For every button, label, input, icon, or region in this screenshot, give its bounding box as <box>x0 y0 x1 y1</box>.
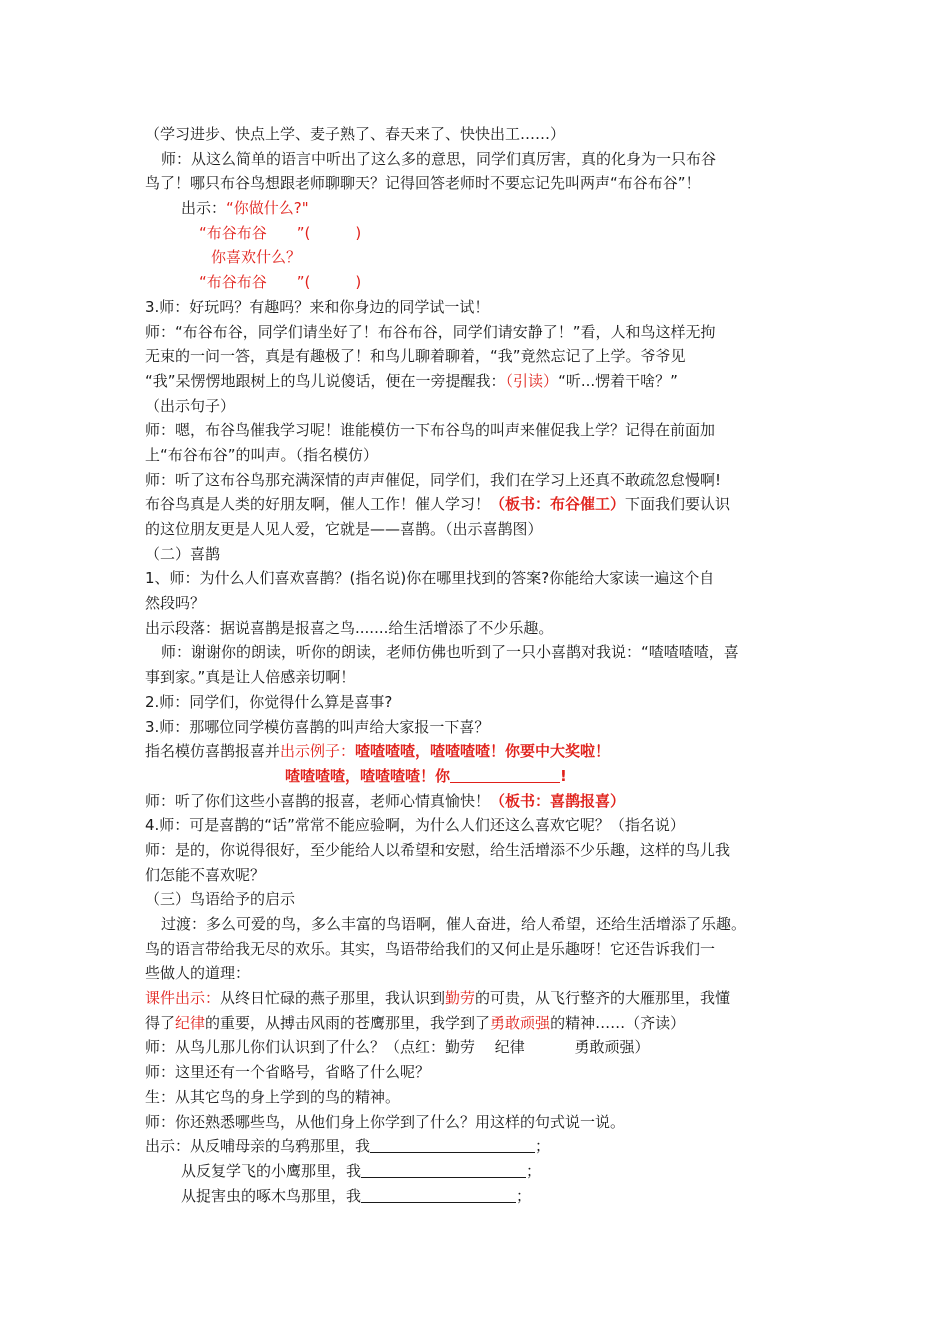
text-segment: 从终日忙碌的燕子那里，我认识到 <box>220 989 446 1008</box>
text-segment: 的这位朋友更是人见人爱，它就是——喜鹊。（出示喜鹊图） <box>145 520 543 538</box>
text-segment: 师：从这么简单的语言中听出了这么多的意思，同学们真厉害，真的化身为一只布谷 <box>161 149 717 168</box>
text-segment: ； <box>535 1137 551 1156</box>
text-segment: 鸟了！哪只布谷鸟想跟老师聊聊天？记得回答老师时不要忘记先叫两声“布谷布谷”！ <box>145 174 701 193</box>
text-line <box>145 838 825 863</box>
text-line <box>145 912 825 937</box>
text-segment: 生：从其它鸟的身上学到的鸟的精神。 <box>145 1087 401 1106</box>
text-segment: 师：从鸟儿那儿你们认识到了什么？（点红：勤劳 纪律 勇敢顽强） <box>145 1038 650 1057</box>
text-segment: （板书：喜鹊报喜） <box>490 791 626 810</box>
text-segment: “听...愣着干啥？” <box>558 371 678 390</box>
document-page <box>145 122 825 1208</box>
text-line <box>145 1011 825 1036</box>
text-segment: 然段吗？ <box>145 594 206 613</box>
text-segment: 师：这里还有一个省略号，省略了什么呢？ <box>145 1063 431 1082</box>
text-line <box>145 171 825 196</box>
text-segment: 的精神……（齐读） <box>550 1013 686 1032</box>
text-line <box>145 863 825 888</box>
text-line <box>145 566 825 591</box>
text-line <box>145 517 825 542</box>
text-line <box>145 418 825 443</box>
text-line <box>145 147 825 172</box>
text-line <box>145 640 825 665</box>
text-segment: 师：听了这布谷鸟那充满深情的声声催促，同学们，我们在学习上还真不敢疏忽怠慢啊! <box>145 470 722 489</box>
text-segment: （三）鸟语给予的启示 <box>145 890 296 909</box>
text-segment: 从捉害虫的啄木鸟那里，我 <box>181 1186 362 1205</box>
text-line <box>145 320 825 345</box>
text-line <box>145 245 825 270</box>
text-line <box>145 221 825 246</box>
text-line <box>145 789 825 814</box>
text-segment: 勇敢顽强 <box>490 1013 551 1032</box>
text-line <box>145 1159 825 1184</box>
text-segment: 出示：从反哺母亲的乌鸦那里，我 <box>145 1137 371 1156</box>
fill-in-blank <box>450 766 560 783</box>
text-segment: （出示句子） <box>145 396 236 415</box>
text-segment: “布谷布谷 ”( ) <box>199 223 362 242</box>
text-segment: 3.师：好玩吗？有趣吗？来和你身边的同学试一试！ <box>145 297 490 316</box>
text-segment: 你喜欢什么？ <box>211 248 302 267</box>
text-line <box>145 270 825 295</box>
text-segment: 4.师：可是喜鹊的“话”常常不能应验啊，为什么人们还这么喜欢它呢？（指名说） <box>145 816 685 835</box>
text-line <box>145 394 825 419</box>
text-line <box>145 1060 825 1085</box>
text-segment: “你做什么?" <box>226 199 309 218</box>
text-segment: （板书：布谷催工） <box>490 495 626 514</box>
fill-in-blank <box>361 1186 516 1203</box>
text-line <box>145 665 825 690</box>
text-segment: “我”呆愣愣地跟树上的鸟儿说傻话，便在一旁提醒我： <box>145 371 506 390</box>
text-segment: 过渡：多么可爱的鸟，多么丰富的鸟语啊，催人奋进，给人希望，还给生活增添了乐趣。 <box>161 915 747 933</box>
text-line <box>145 492 825 517</box>
text-segment: 课件出示： <box>145 989 221 1008</box>
text-line <box>145 1184 825 1209</box>
text-line <box>145 122 825 147</box>
text-line <box>145 715 825 740</box>
text-segment: ! <box>560 766 567 785</box>
text-line <box>145 468 825 493</box>
text-line <box>145 1134 825 1159</box>
text-segment: 鸟的语言带给我无尽的欢乐。其实，鸟语带给我们的又何止是乐趣呀！它还告诉我们一 <box>145 939 716 958</box>
text-line <box>145 690 825 715</box>
text-segment: 得了 <box>145 1013 176 1032</box>
text-line <box>145 369 825 394</box>
text-line <box>145 443 825 468</box>
fill-in-blank <box>361 1161 526 1178</box>
text-segment: 2.师：同学们，你觉得什么算是喜事? <box>145 692 393 711</box>
text-segment: 勤劳 <box>445 989 476 1008</box>
text-segment: 出示段落：据说喜鹊是报喜之鸟.......给生活增添了不少乐趣。 <box>145 618 554 637</box>
text-line <box>145 764 825 789</box>
text-line <box>145 937 825 962</box>
text-line <box>145 616 825 641</box>
text-segment: 的重要，从搏击风雨的苍鹰那里，我学到了 <box>205 1013 491 1032</box>
text-segment: ； <box>526 1161 542 1180</box>
text-line <box>145 986 825 1011</box>
text-segment: 出示： <box>181 199 227 218</box>
text-line <box>145 542 825 567</box>
text-segment: 师：嗯，布谷鸟催我学习呢！谁能模仿一下布谷鸟的叫声来催促我上学？记得在前面加 <box>145 421 716 440</box>
text-segment: 师：听了你们这些小喜鹊的报喜，老师心情真愉快！ <box>145 791 491 810</box>
text-line <box>145 196 825 221</box>
text-line <box>145 887 825 912</box>
text-segment: 3.师：那哪位同学模仿喜鹊的叫声给大家报一下喜？ <box>145 717 490 736</box>
text-segment: 下面我们要认识 <box>625 495 731 514</box>
text-segment: 从反复学飞的小鹰那里，我 <box>181 1161 362 1180</box>
text-segment: 些做人的道理： <box>145 964 251 983</box>
text-segment: “布谷布谷 ”( ) <box>199 273 362 292</box>
text-line <box>145 1085 825 1110</box>
text-segment: 1、师：为什么人们喜欢喜鹊？(指名说)你在哪里找到的答案?你能给大家读一遍这个自 <box>145 569 715 588</box>
text-segment: 无束的一问一答，真是有趣极了！和鸟儿聊着聊着，“我”竟然忘记了上学。爷爷见 <box>145 347 686 366</box>
text-line <box>145 295 825 320</box>
text-segment: 指名模仿喜鹊报喜并 <box>145 742 281 761</box>
text-segment: （学习进步、快点上学、麦子熟了、春天来了、快快出工……） <box>145 125 566 143</box>
text-segment: （引读） <box>505 371 559 390</box>
fill-in-blank <box>370 1136 535 1153</box>
text-segment: 师：你还熟悉哪些鸟，从他们身上你学到了什么？用这样的句式说一说。 <box>145 1112 626 1131</box>
text-line <box>145 1035 825 1060</box>
text-segment: （二）喜鹊 <box>145 544 221 563</box>
text-segment: 的可贵，从飞行整齐的大雁那里，我懂 <box>475 989 731 1008</box>
text-segment: 事到家。”真是让人倍感亲切啊！ <box>145 668 356 687</box>
text-segment: 纪律 <box>175 1013 206 1032</box>
text-segment: 师：谢谢你的朗读，听你的朗读，老师仿佛也听到了一只小喜鹊对我说：“喳喳喳喳，喜 <box>161 643 739 662</box>
text-segment: 师：“布谷布谷，同学们请坐好了！布谷布谷，同学们请安静了！”看，人和鸟这样无拘 <box>145 322 716 341</box>
text-segment: 出示例子： <box>280 742 356 761</box>
text-segment: ； <box>516 1186 532 1205</box>
text-line <box>145 344 825 369</box>
text-line <box>145 591 825 616</box>
text-line <box>145 739 825 764</box>
text-line <box>145 1110 825 1135</box>
text-line <box>145 961 825 986</box>
text-segment: 上“布谷布谷”的叫声。（指名模仿） <box>145 445 379 464</box>
text-segment: 喳喳喳喳，喳喳喳喳！你要中大奖啦！ <box>355 742 611 761</box>
text-segment: 师：是的，你说得很好，至少能给人以希望和安慰，给生活增添不少乐趣，这样的鸟儿我 <box>145 840 731 859</box>
text-segment: 布谷鸟真是人类的好朋友啊，催人工作！催人学习！ <box>145 495 491 514</box>
text-segment: 喳喳喳喳，喳喳喳喳！你 <box>285 766 451 785</box>
text-line <box>145 813 825 838</box>
text-segment: 们怎能不喜欢呢？ <box>145 865 266 884</box>
